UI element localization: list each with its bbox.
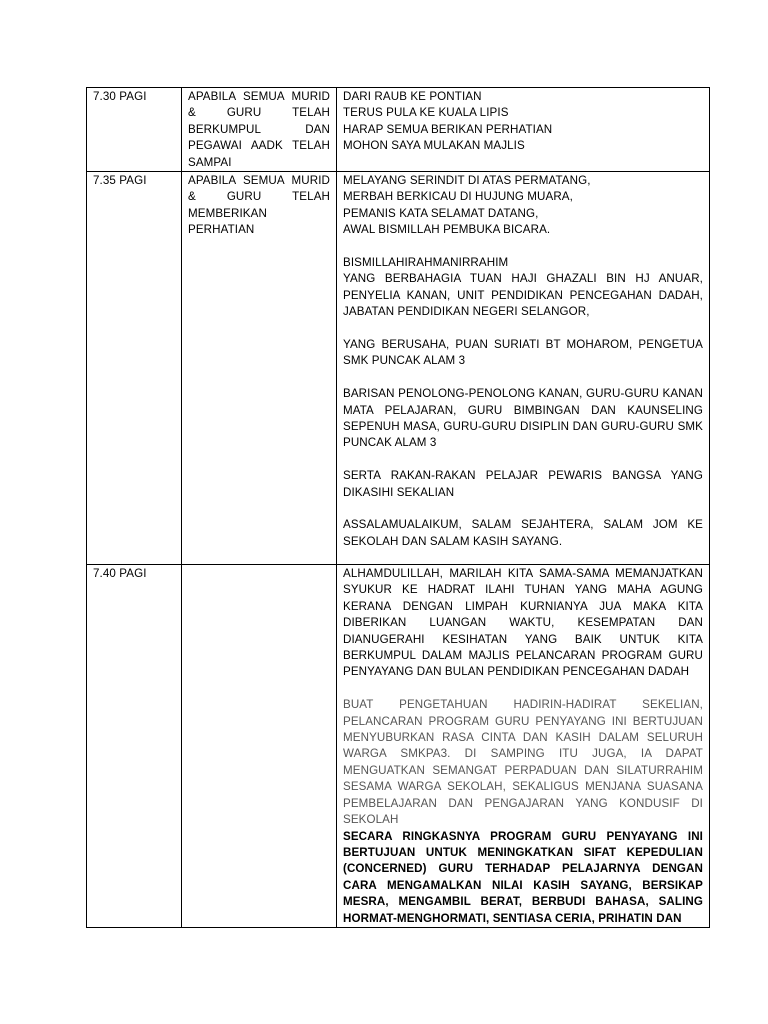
schedule-table — [86, 87, 710, 928]
bismillah-line: BISMILLAHIRAHMANIRRAHIM — [343, 256, 509, 270]
table-row — [87, 565, 710, 928]
cue-cell: APABILA SEMUA MURID & GURU TELAH MEMBERIKAN PERHATIAN — [182, 172, 337, 565]
pantun-line: MERBAH BERKICAU DI HUJUNG MUARA, — [343, 190, 573, 204]
pantun-line: AWAL BISMILLAH PEMBUKA BICARA. — [343, 223, 551, 237]
salutation-paragraph: BARISAN PENOLONG-PENOLONG KANAN, GURU-GURU KANAN MATA PELAJARAN, GURU BIMBINGAN DAN KAUNSELING SEPENUH MASA, GURU-GURU DISIPLIN DAN GURU-GURU SMK PUNCAK ALAM 3 — [343, 387, 703, 450]
script-line: DARI RAUB KE PONTIAN — [343, 90, 482, 103]
script-line: TERUS PULA KE KUALA LIPIS — [343, 106, 509, 120]
script-line: HARAP SEMUA BERIKAN PERHATIAN — [343, 122, 553, 136]
script-cell — [337, 172, 710, 565]
salutation-paragraph: YANG BERBAHAGIA TUAN HAJI GHAZALI BIN HJ ANUAR, PENYELIA KANAN, UNIT PENDIDIKAN PENCEGAHAN DADAH, JABATAN PENDIDIKAN NEGERI SELANGOR, — [343, 272, 703, 319]
salutation-paragraph: YANG BERUSAHA, PUAN SURIATI BT MOHAROM, PENGETUA SMK PUNCAK ALAM 3 — [343, 338, 703, 368]
opening-paragraph: ALHAMDULILLAH, MARILAH KITA SAMA-SAMA MEMANJATKAN SYUKUR KE HADRAT ILAHI TUHAN YANG MAHA AGUNG KERANA DENGAN LIMPAH KURNIANYA JUA MAKA KITA DIBERIKAN LUANGAN WAKTU, KESEMPATAN DAN DIANUGERAHI KESIHATAN YANG BAIK UNTUK KITA BERKUMPUL DALAM MAJLIS PELANCARAN PROGRAM GURU PENYAYANG DAN BULAN PENDIDIKAN PENCEGAHAN DADAH — [343, 567, 703, 679]
pantun-line: MELAYANG SERINDIT DI ATAS PERMATANG, — [343, 174, 591, 188]
time-cell: 7.30 PAGI — [87, 88, 182, 172]
salutation-paragraph: SERTA RAKAN-RAKAN PELAJAR PEWARIS BANGSA YANG DIKASIHI SEKALIAN — [343, 469, 703, 499]
table-row — [87, 88, 710, 172]
script-cell — [337, 88, 710, 172]
summary-paragraph: SECARA RINGKASNYA PROGRAM GURU PENYAYANG INI BERTUJUAN UNTUK MENINGKATKAN SIFAT KEPEDULIAN (CONCERNED) GURU TERHADAP PELAJARNYA DENGAN CARA MENGAMALKAN NILAI KASIH SAYANG, BERSIKAP MESRA, MENGAMBIL BERAT, BERBUDI BAHASA, SALING HORMAT-MENGHORMATI, SENTIASA CERIA, PRIHATIN DAN — [343, 829, 703, 925]
info-paragraph: BUAT PENGETAHUAN HADIRIN-HADIRAT SEKELIAN, PELANCARAN PROGRAM GURU PENYAYANG INI BERTUJUAN MENYUBURKAN RASA CINTA DAN KASIH DALAM SELURUH WARGA SMKPA3. DI SAMPING ITU JUGA, IA DAPAT MENGUATKAN SEMANGAT PERPADUAN DAN SILATURRAHIM SESAMA WARGA SEKOLAH, SEKALIGUS MENJANA SUASANA PEMBELAJARAN DAN PENGAJARAN YANG KONDUSIF DI SEKOLAH — [343, 698, 703, 827]
cue-cell — [182, 565, 337, 928]
pantun-line: PEMANIS KATA SELAMAT DATANG, — [343, 206, 539, 220]
time-cell: 7.35 PAGI — [87, 172, 182, 565]
cue-cell: APABILA SEMUA MURID & GURU TELAH BERKUMPUL DAN PEGAWAI AADK TELAH SAMPAI — [182, 88, 337, 172]
table-row — [87, 172, 710, 565]
script-cell — [337, 565, 710, 928]
time-cell: 7.40 PAGI — [87, 565, 182, 928]
greeting-paragraph: ASSALAMUALAIKUM, SALAM SEJAHTERA, SALAM JOM KE SEKOLAH DAN SALAM KASIH SAYANG. — [343, 518, 703, 548]
script-line: MOHON SAYA MULAKAN MAJLIS — [343, 139, 525, 153]
